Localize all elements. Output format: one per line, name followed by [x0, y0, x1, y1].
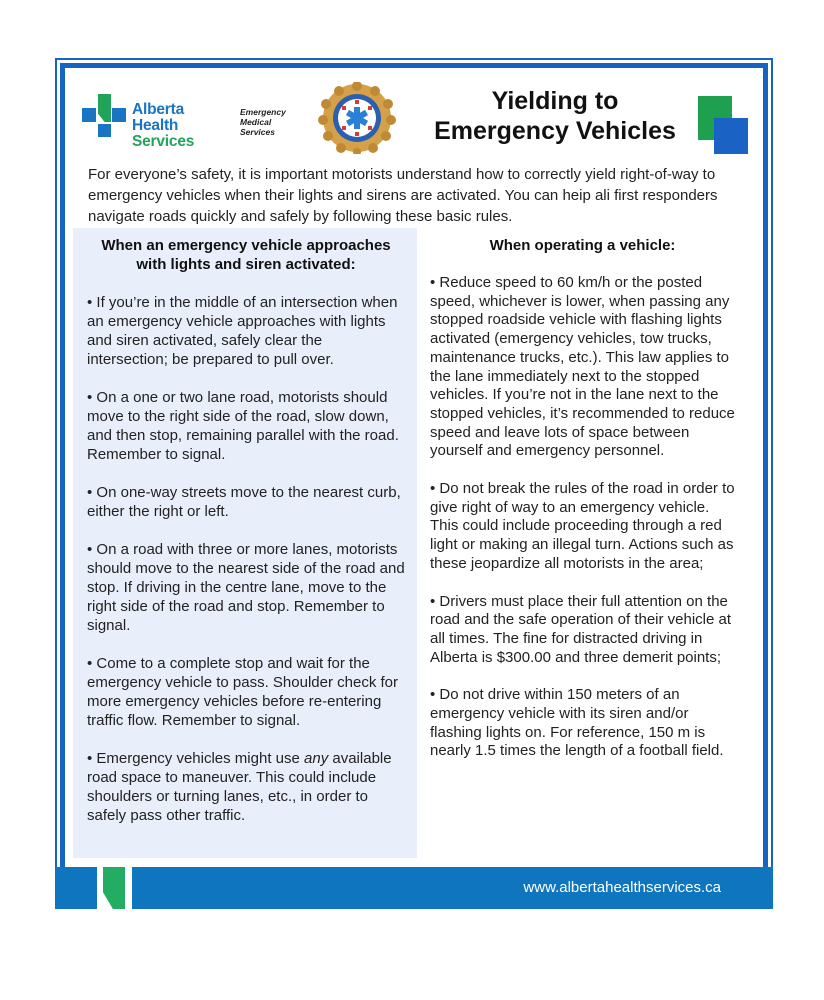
- division-line-1: Emergency: [240, 107, 286, 117]
- left-column-heading: When an emergency vehicle approaches with lights and siren activated:: [101, 237, 391, 273]
- footer-green-tab-icon: [103, 867, 125, 909]
- list-item: • Do not drive within 150 meters of an emergency vehicle with its siren and/or flashing lights on. For reference, 150 m is nearly 1.5 times the length of a football field.: [430, 686, 724, 760]
- ems-division-label: [240, 107, 286, 137]
- left-column-panel: [73, 228, 417, 858]
- right-column: [430, 228, 735, 780]
- ems-star-of-life-emblem-icon: [318, 82, 396, 154]
- title-line-1: Yielding to: [491, 87, 619, 115]
- list-item: • If you’re in the middle of an intersection when an emergency vehicle approaches with lights and siren activated, safely clear the intersection; be prepared to pull over.: [87, 294, 398, 368]
- footer-bar: [55, 867, 773, 909]
- list-item-text: • Emergency vehicles might use: [87, 750, 305, 767]
- title-line-2: Emergency Vehicles: [434, 117, 676, 145]
- green-blue-squares-icon: [698, 96, 750, 156]
- list-item-emphasis: any: [304, 750, 329, 767]
- list-item: [87, 749, 405, 825]
- list-item-text: available road space to maneuver. This could include shoulders or turning lanes, etc., in order to safely pass other traffic.: [87, 750, 392, 824]
- intro-paragraph: For everyone’s safety, it is important motorists understand how to correctly yield right-of-way to emergency vehicles when their lights and sirens are activated. You can heip ali first responders navigate roads quickly and safely by following these basic rules.: [88, 166, 718, 225]
- footer-notch: [97, 867, 132, 909]
- list-item: • Drivers must place their full attention on the road and the safe operation of their vehicle at all times. The fine for distracted driving in Alberta is $300.00 and three demerit points;: [430, 592, 732, 666]
- list-item: • On one-way streets move to the nearest curb, either the right or left.: [87, 484, 401, 520]
- ahs-cross-logo-icon: [82, 94, 128, 138]
- footer-website-link[interactable]: www.albertahealthservices.ca: [523, 879, 721, 896]
- list-item: • Come to a complete stop and wait for the emergency vehicle to pass. Shoulder check for more emergency vehicles before re-entering traffic flow. Remember to signal.: [87, 655, 398, 729]
- list-item: • On a one or two lane road, motorists should move to the right side of the road, slow down, and then stop, remaining parallel with the road. Remember to signal.: [87, 389, 399, 463]
- ahs-wordmark: [132, 102, 232, 150]
- org-name-line2: Services: [132, 133, 195, 150]
- right-column-heading: When operating a vehicle:: [489, 237, 676, 254]
- ahs-logo: [82, 94, 232, 150]
- page-title: [420, 86, 690, 146]
- list-item: • Do not break the rules of the road in order to give right of way to an emergency vehicle. This could include proceeding through a red light or making an illegal turn. Actions such as these jeopardize all motorists in the area;: [430, 480, 735, 572]
- org-name-line1: Alberta Health: [132, 101, 185, 134]
- list-item: • Reduce speed to 60 km/h or the posted speed, whichever is lower, when passing any stopped roadside vehicle with flashing lights activated (emergency vehicles, tow trucks, maintenance trucks, etc.). This law applies to the lane immediately next to the stopped vehicles. If you’re not in the lane next to the stopped vehicles, it’s recommended to reduce speed and leave lots of space between yourself and emergency personnel.: [430, 274, 735, 460]
- list-item: • On a road with three or more lanes, motorists should move to the nearest side of the road and stop. If driving in the centre lane, move to the right side of the road and stop. Remember to signal.: [87, 541, 405, 634]
- division-line-2: Medical: [240, 117, 272, 127]
- division-line-3: Services: [240, 127, 275, 137]
